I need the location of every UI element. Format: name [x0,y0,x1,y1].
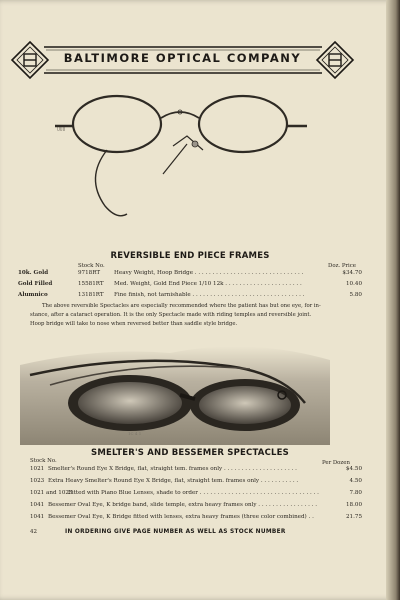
stock-header: Stock No. [30,458,57,464]
description: Med. Weight, Gold End Piece 1/10 12k . . . . . . . . . . . . . . . . . . . . . . [114,281,302,287]
price: 7.80 [349,490,362,496]
ordering-note: IN ORDERING GIVE PAGE NUMBER AS WELL AS STOCK NUMBER [65,529,286,535]
company-name: BALTIMORE OPTICAL COMPANY [63,51,302,65]
table-row [18,270,362,280]
description: Heavy Weight, Hoop Bridge . . . . . . . . . . . . . . . . . . . . . . . . . . . . . . . [114,270,304,276]
page-number: 42 [30,529,37,535]
paragraph-line: The above reversible Spectacles are especially recommended where the patient has but one eye, for in- [42,303,321,309]
material-label: Alumnico [18,292,48,298]
price: $4.50 [345,466,362,472]
paragraph-line: stance, after a cataract operation. It is the only Spectacle made with riding temples and reversible joint. [30,312,312,318]
description: Extra Heavy Smelter's Round Eye X Bridge, flat, straight tem. frames only . . . . . . . . . . . [48,478,299,484]
svg-text:▯▯▯: ▯▯▯ [57,126,66,132]
section-title-reversible: REVERSIBLE END PIECE FRAMES [110,251,270,261]
table-row [18,281,362,291]
paragraph-line: Hoop bridge will take to nose when reversed better than saddle style bridge. [30,321,238,327]
table-row [30,514,362,524]
table-row [30,466,362,476]
description: Bessemer Oval Eye, K bridge band, slide temple, extra heavy frames only . . . . . . . . . . . . . . . . . [48,502,317,508]
stock-number: 15581RT [78,281,104,287]
price: 21.75 [345,514,362,520]
table-row [30,478,362,488]
description: Bessemer Oval Eye, K Bridge fitted with lenses, extra heavy frames (three color combined) . . [48,514,314,520]
material-label: 10k. Gold [18,270,49,276]
left-emblem [12,42,48,78]
stock-number: 1021 and 1023 [30,490,73,496]
table-row [30,502,362,512]
material-label: Gold Filled [18,281,53,287]
stock-number: 1021 [30,466,45,472]
table-row [18,292,362,302]
description: Smelter's Round Eye X Bridge, flat, straight tem. frames only . . . . . . . . . . . . . . . . . . . . . [48,466,297,472]
price: 4.50 [349,478,362,484]
header-banner [10,40,355,80]
price-header: Doz. Price [328,263,356,269]
reversible-frames-illustration [55,88,310,223]
description: Fine finish, not tarnishable . . . . . . . . . . . . . . . . . . . . . . . . . . . . . . . . [114,292,305,298]
price: 10.40 [345,281,362,287]
stock-number: 9718RT [78,270,101,276]
price: 18.00 [345,502,362,508]
stock-number: 1023 [30,478,45,484]
smelters-spectacles-photo [20,325,330,445]
right-emblem [317,42,353,78]
table-row [30,490,362,500]
description: Fitted with Piano Blue Lenses, shade to order . . . . . . . . . . . . . . . . . . . . . . . . . . . . . . . . . . [68,490,319,496]
stock-number: 1041 [30,502,45,508]
price-header: Per Dozen [322,460,350,466]
page-binding-edge [386,0,400,600]
section-title-smelters: SMELTER'S AND BESSEMER SPECTACLES [91,448,289,458]
stock-header: Stock No. [78,263,105,269]
price: 5.80 [349,292,362,298]
price: $34.70 [342,270,362,276]
stock-number: 13181RT [78,292,104,298]
photo-caption: 1C 4 1 [128,431,142,436]
stock-number: 1041 [30,514,45,520]
